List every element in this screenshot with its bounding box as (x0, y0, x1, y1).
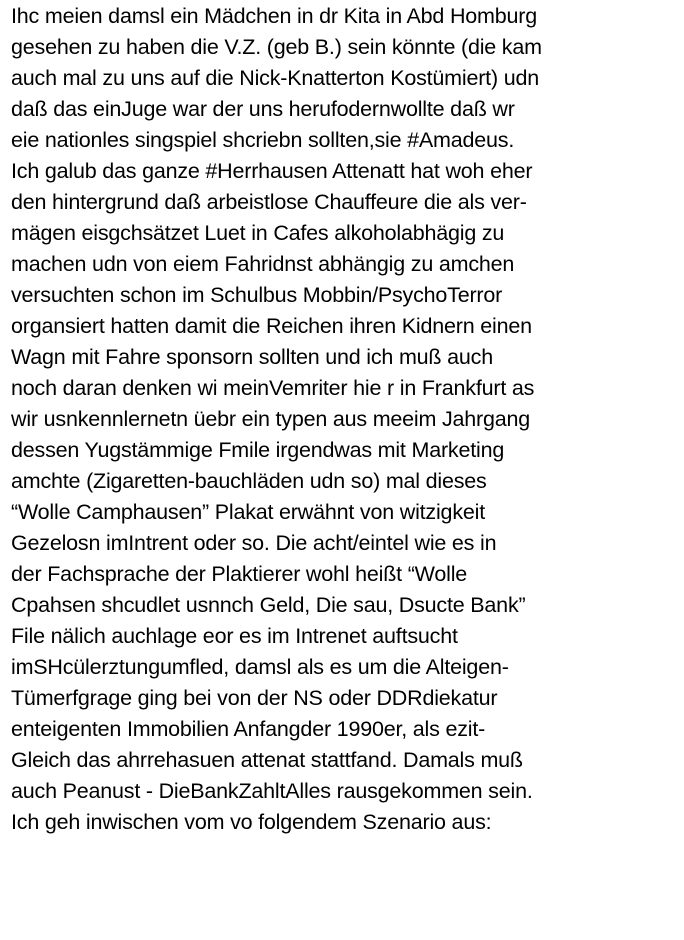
text-line-11: organsiert hatten damit die Reichen ihren Kidnern einen (11, 314, 532, 338)
text-line-4: daß das einJuge war der uns herufodernwollte daß wr (11, 97, 515, 121)
text-line-20: Cpahsen shcudlet usnnch Geld, Die sau, Dsucte Bank” (11, 593, 526, 617)
text-line-10: versuchten schon im Schulbus Mobbin/PsychoTerror (11, 283, 503, 307)
text-line-27: Ich geh inwischen vom vo folgendem Szenario aus: (11, 810, 492, 834)
text-line-24: enteigenten Immobilien Anfangder 1990er, als ezit- (11, 717, 486, 741)
text-line-18: Gezelosn imIntrent oder so. Die acht/eintel wie es in (11, 531, 497, 555)
text-line-3: auch mal zu uns auf die Nick-Knatterton Kostümiert) udn (11, 66, 539, 90)
text-line-21: File nälich auchlage eor es im Intrenet auftsucht (11, 624, 458, 648)
text-line-23: Tümerfgrage ging bei von der NS oder DDRdiekatur (11, 686, 498, 710)
text-line-9: machen udn von eiem Fahridnst abhängig zu amchen (11, 252, 515, 276)
text-line-8: mägen eisgchsätzet Luet in Cafes alkoholabhägig zu (11, 221, 505, 245)
text-line-15: dessen Yugstämmige Fmile irgendwas mit Marketing (11, 438, 505, 462)
text-line-16: amchte (Zigaretten-bauchläden udn so) mal dieses (11, 469, 487, 493)
text-line-13: noch daran denken wi meinVemriter hie r in Frankfurt as (11, 376, 535, 400)
text-line-14: wir usnkennlernetn üebr ein typen aus meeim Jahrgang (11, 407, 531, 431)
text-line-22: imSHcülerztungumfled, damsl als es um die Alteigen- (11, 655, 509, 679)
text-line-7: den hintergrund daß arbeistlose Chauffeure die als ver- (11, 190, 527, 214)
text-line-5: eie nationles singspiel shcriebn sollten,sie #Amadeus. (11, 128, 515, 152)
text-line-2: gesehen zu haben die V.Z. (geb B.) sein könnte (die kam (11, 35, 542, 59)
text-line-17: “Wolle Camphausen” Plakat erwähnt von witzigkeit (11, 500, 485, 524)
text-line-26: auch Peanust - DieBankZahltAlles rausgekommen sein. (11, 779, 533, 803)
text-line-6: Ich galub das ganze #Herrhausen Attenatt hat woh eher (11, 159, 533, 183)
text-line-19: der Fachsprache der Plaktierer wohl heißt “Wolle (11, 562, 468, 586)
text-line-25: Gleich das ahrrehasuen attenat stattfand. Damals muß (11, 748, 523, 772)
text-line-1: Ihc meien damsl ein Mädchen in dr Kita in Abd Homburg (11, 4, 537, 28)
text-line-12: Wagn mit Fahre sponsorn sollten und ich muß auch (11, 345, 493, 369)
document-body-text (11, 1, 679, 838)
